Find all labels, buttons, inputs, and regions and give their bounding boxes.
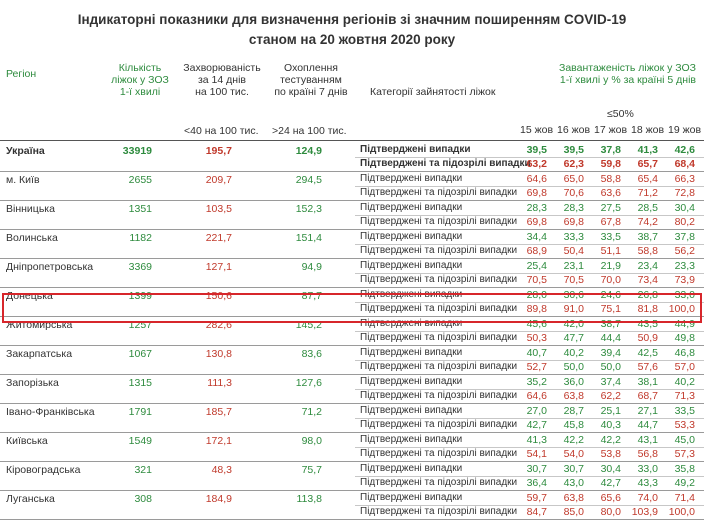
load-suspected-value: 72,8 <box>674 187 695 199</box>
load-threshold: ≤50% <box>607 108 634 120</box>
incidence-value: 103,5 <box>205 203 232 215</box>
category-confirmed-suspected: Підтверджені та підозрілі випадки <box>360 361 518 372</box>
load-suspected-value: 50,4 <box>563 245 584 257</box>
load-confirmed-value: 74,0 <box>637 492 658 504</box>
load-suspected-value: 67,8 <box>600 216 621 228</box>
load-confirmed-value: 37,8 <box>674 231 695 243</box>
load-suspected-value: 69,8 <box>563 216 584 228</box>
load-suspected-value: 68,4 <box>674 158 695 170</box>
header-beds-line-3: 1-ї хвилі <box>119 86 161 98</box>
header-region: Регіон <box>6 68 37 80</box>
load-suspected-value: 50,3 <box>526 332 547 344</box>
load-confirmed-value: 39,4 <box>600 347 621 359</box>
load-confirmed-value: 37,4 <box>600 376 621 388</box>
testing-threshold: >24 на 100 тис. <box>272 125 347 137</box>
load-confirmed-value: 38,1 <box>637 376 658 388</box>
load-suspected-value: 53,3 <box>674 419 695 431</box>
load-confirmed-value: 30,7 <box>526 463 547 475</box>
load-suspected-value: 57,0 <box>674 361 695 373</box>
load-confirmed-value: 42,5 <box>637 347 658 359</box>
load-confirmed-value: 38,7 <box>600 318 621 330</box>
load-suspected-value: 85,0 <box>563 506 584 518</box>
incidence-value: 48,3 <box>211 464 232 476</box>
load-confirmed-value: 38,7 <box>637 231 658 243</box>
load-confirmed-value: 35,8 <box>674 463 695 475</box>
testing-value: 294,5 <box>295 174 322 186</box>
category-confirmed: Підтверджені випадки <box>360 492 463 503</box>
header-beds-line-2: ліжок у ЗОЗ <box>111 74 169 86</box>
load-confirmed-value: 33,0 <box>674 289 695 301</box>
load-confirmed-value: 65,0 <box>563 173 584 185</box>
incidence-value: 184,9 <box>205 493 232 505</box>
category-confirmed-suspected: Підтверджені та підозрілі випадки <box>360 448 518 459</box>
load-suspected-value: 100,0 <box>668 506 695 518</box>
testing-value: 151,4 <box>295 232 322 244</box>
load-suspected-value: 80,0 <box>600 506 621 518</box>
load-suspected-value: 89,8 <box>526 303 547 315</box>
load-suspected-value: 63,8 <box>563 390 584 402</box>
sub-row-divider <box>355 244 704 245</box>
load-suspected-value: 91,0 <box>563 303 584 315</box>
load-suspected-value: 74,2 <box>637 216 658 228</box>
load-suspected-value: 59,8 <box>600 158 621 170</box>
load-suspected-value: 69,8 <box>526 187 547 199</box>
sub-row-divider <box>355 273 704 274</box>
beds-count: 321 <box>134 464 152 476</box>
load-confirmed-value: 40,2 <box>674 376 695 388</box>
beds-count: 1257 <box>128 319 152 331</box>
load-suspected-value: 84,7 <box>526 506 547 518</box>
load-suspected-value: 71,2 <box>637 187 658 199</box>
load-confirmed-value: 41,3 <box>637 144 658 156</box>
beds-count: 33919 <box>122 145 152 157</box>
beds-count: 2655 <box>128 174 152 186</box>
load-confirmed-value: 23,1 <box>563 260 584 272</box>
load-suspected-value: 54,0 <box>563 448 584 460</box>
testing-value: 124,9 <box>295 145 322 157</box>
testing-value: 145,2 <box>295 319 322 331</box>
date-col-3: 17 жов <box>594 124 628 136</box>
load-confirmed-value: 39,5 <box>563 144 584 156</box>
region-name: Закарпатська <box>6 348 73 360</box>
load-suspected-value: 49,8 <box>674 332 695 344</box>
load-suspected-value: 56,2 <box>674 245 695 257</box>
load-confirmed-value: 28,7 <box>563 405 584 417</box>
region-name: Кіровоградська <box>6 464 81 476</box>
load-suspected-value: 100,0 <box>668 303 695 315</box>
row-divider <box>0 519 704 520</box>
load-confirmed-value: 45,6 <box>526 318 547 330</box>
testing-value: 113,8 <box>296 493 322 505</box>
load-confirmed-value: 64,6 <box>526 173 547 185</box>
load-suspected-value: 80,2 <box>674 216 695 228</box>
testing-value: 127,6 <box>295 377 322 389</box>
load-suspected-value: 70,6 <box>563 187 584 199</box>
region-name: Запорізька <box>6 377 59 389</box>
load-suspected-value: 73,9 <box>674 274 695 286</box>
load-suspected-value: 42,7 <box>600 477 621 489</box>
load-confirmed-value: 41,3 <box>526 434 547 446</box>
testing-value: 83,6 <box>301 348 322 360</box>
load-suspected-value: 62,3 <box>563 158 584 170</box>
incidence-value: 111,3 <box>207 377 232 389</box>
category-confirmed: Підтверджені випадки <box>360 463 463 474</box>
load-suspected-value: 71,3 <box>674 390 695 402</box>
load-confirmed-value: 30,6 <box>563 289 584 301</box>
sub-row-divider <box>355 331 704 332</box>
load-suspected-value: 43,0 <box>563 477 584 489</box>
load-suspected-value: 63,2 <box>526 158 547 170</box>
category-confirmed: Підтверджені випадки <box>360 289 463 300</box>
category-confirmed: Підтверджені випадки <box>360 231 463 242</box>
load-suspected-value: 51,1 <box>600 245 621 257</box>
incidence-value: 130,8 <box>205 348 232 360</box>
load-suspected-value: 40,3 <box>600 419 621 431</box>
load-suspected-value: 52,7 <box>526 361 547 373</box>
header-testing <box>268 62 354 98</box>
region-name: Україна <box>6 145 45 157</box>
region-name: Луганська <box>6 493 55 505</box>
load-confirmed-value: 58,8 <box>600 173 621 185</box>
header-divider <box>0 140 704 141</box>
load-suspected-value: 70,0 <box>600 274 621 286</box>
category-confirmed-suspected: Підтверджені та підозрілі випадки <box>360 187 518 198</box>
testing-value: 87,7 <box>301 290 322 302</box>
title-line-1: Індикаторні показники для визначення регіонів зі значним поширенням COVID-19 <box>77 12 627 27</box>
load-confirmed-value: 46,8 <box>674 347 695 359</box>
header-incidence <box>176 62 268 98</box>
load-suspected-value: 45,8 <box>563 419 584 431</box>
load-confirmed-value: 27,1 <box>637 405 658 417</box>
load-confirmed-value: 33,3 <box>563 231 584 243</box>
load-confirmed-value: 43,1 <box>637 434 658 446</box>
date-col-5: 19 жов <box>668 124 702 136</box>
region-name: Івано-Франківська <box>6 406 95 418</box>
load-suspected-value: 50,9 <box>637 332 658 344</box>
testing-value: 71,2 <box>301 406 322 418</box>
category-confirmed: Підтверджені випадки <box>360 260 463 271</box>
load-suspected-value: 70,5 <box>526 274 547 286</box>
category-confirmed-suspected: Підтверджені та підозрілі випадки <box>360 506 518 517</box>
load-confirmed-value: 28,5 <box>637 202 658 214</box>
date-col-1: 15 жов <box>520 124 554 136</box>
beds-count: 1791 <box>128 406 152 418</box>
beds-count: 1351 <box>128 203 152 215</box>
load-confirmed-value: 25,4 <box>526 260 547 272</box>
load-confirmed-value: 36,0 <box>563 376 584 388</box>
load-suspected-value: 68,7 <box>637 390 658 402</box>
load-confirmed-value: 30,4 <box>600 463 621 475</box>
load-suspected-value: 103,9 <box>631 506 658 518</box>
category-confirmed-suspected: Підтверджені та підозрілі випадки <box>360 216 518 227</box>
load-confirmed-value: 27,0 <box>526 405 547 417</box>
header-beds-line-1: Кількість <box>118 62 162 74</box>
category-confirmed-suspected: Підтверджені та підозрілі випадки <box>360 477 518 488</box>
header-incidence-line-1: Захворюваність <box>183 62 261 74</box>
incidence-value: 209,7 <box>205 174 232 186</box>
load-suspected-value: 36,4 <box>526 477 547 489</box>
load-suspected-value: 73,4 <box>637 274 658 286</box>
header-incidence-line-3: на 100 тис. <box>195 86 249 98</box>
category-confirmed: Підтверджені випадки <box>360 405 463 416</box>
load-confirmed-value: 42,0 <box>563 318 584 330</box>
load-suspected-value: 62,2 <box>600 390 621 402</box>
load-suspected-value: 69,8 <box>526 216 547 228</box>
load-suspected-value: 44,4 <box>600 332 621 344</box>
load-confirmed-value: 59,7 <box>526 492 547 504</box>
load-confirmed-value: 28,0 <box>526 289 547 301</box>
sub-row-divider <box>355 186 704 187</box>
load-confirmed-value: 44,9 <box>674 318 695 330</box>
category-confirmed: Підтверджені випадки <box>360 144 471 155</box>
sub-row-divider <box>355 505 704 506</box>
incidence-value: 150,6 <box>205 290 232 302</box>
load-suspected-value: 47,7 <box>563 332 584 344</box>
incidence-value: 185,7 <box>205 406 232 418</box>
region-name: Київська <box>6 435 48 447</box>
load-suspected-value: 58,8 <box>637 245 658 257</box>
load-confirmed-value: 65,6 <box>600 492 621 504</box>
load-confirmed-value: 42,2 <box>563 434 584 446</box>
beds-count: 1182 <box>129 232 152 244</box>
load-suspected-value: 81,8 <box>637 303 658 315</box>
beds-count: 1549 <box>128 435 152 447</box>
title-line-2: станом на 20 жовтня 2020 року <box>248 32 456 47</box>
load-confirmed-value: 33,5 <box>674 405 695 417</box>
load-suspected-value: 50,0 <box>563 361 584 373</box>
category-confirmed: Підтверджені випадки <box>360 376 463 387</box>
category-confirmed: Підтверджені випадки <box>360 202 463 213</box>
testing-value: 75,7 <box>301 464 322 476</box>
load-suspected-value: 42,7 <box>526 419 547 431</box>
load-confirmed-value: 43,5 <box>637 318 658 330</box>
incidence-value: 172,1 <box>205 435 232 447</box>
region-name: м. Київ <box>6 174 40 186</box>
category-confirmed: Підтверджені випадки <box>360 347 463 358</box>
header-testing-line-1: Охоплення <box>284 62 338 74</box>
testing-value: 152,3 <box>295 203 322 215</box>
header-incidence-line-2: за 14 днів <box>197 74 246 86</box>
category-confirmed-suspected: Підтверджені та підозрілі випадки <box>360 390 518 401</box>
load-confirmed-value: 34,4 <box>526 231 547 243</box>
load-suspected-value: 57,6 <box>637 361 658 373</box>
load-confirmed-value: 71,4 <box>674 492 695 504</box>
load-confirmed-value: 65,4 <box>637 173 658 185</box>
load-confirmed-value: 27,5 <box>600 202 621 214</box>
load-confirmed-value: 28,3 <box>563 202 584 214</box>
load-suspected-value: 50,0 <box>600 361 621 373</box>
sub-row-divider <box>355 389 704 390</box>
load-suspected-value: 54,1 <box>526 448 547 460</box>
incidence-value: 195,7 <box>205 145 232 157</box>
category-confirmed: Підтверджені випадки <box>360 434 463 445</box>
region-name: Дніпропетровська <box>6 261 94 273</box>
header-beds <box>100 62 180 98</box>
beds-count: 1067 <box>128 348 152 360</box>
load-confirmed-value: 63,8 <box>563 492 584 504</box>
load-suspected-value: 65,7 <box>637 158 658 170</box>
load-confirmed-value: 45,0 <box>674 434 695 446</box>
header-category: Категорії зайнятості ліжок <box>370 86 496 98</box>
incidence-value: 282,6 <box>205 319 232 331</box>
category-confirmed-suspected: Підтверджені та підозрілі випадки <box>360 332 518 343</box>
load-confirmed-value: 30,4 <box>674 202 695 214</box>
incidence-value: 221,7 <box>205 232 232 244</box>
category-confirmed-suspected: Підтверджені та підозрілі випадки <box>360 274 518 285</box>
sub-row-divider <box>355 360 704 361</box>
load-confirmed-value: 40,7 <box>526 347 547 359</box>
category-confirmed-suspected: Підтверджені та підозрілі випадки <box>360 245 518 256</box>
load-suspected-value: 44,7 <box>637 419 658 431</box>
header-load-line-2: 1-ї хвилі у % за країні 5 днів <box>559 74 696 86</box>
load-confirmed-value: 37,8 <box>600 144 621 156</box>
header-load-line-1: Завантаженість ліжок у ЗОЗ <box>559 62 696 74</box>
load-suspected-value: 70,5 <box>563 274 584 286</box>
load-confirmed-value: 42,6 <box>674 144 695 156</box>
region-name: Вінницька <box>6 203 55 215</box>
load-suspected-value: 56,8 <box>637 448 658 460</box>
category-confirmed-suspected: Підтверджені та підозрілі випадки <box>360 303 518 314</box>
load-confirmed-value: 40,2 <box>563 347 584 359</box>
load-suspected-value: 49,2 <box>674 477 695 489</box>
incidence-value: 127,1 <box>205 261 232 273</box>
testing-value: 98,0 <box>301 435 322 447</box>
load-suspected-value: 75,1 <box>600 303 621 315</box>
category-confirmed-suspected: Підтверджені та підозрілі випадки <box>360 158 531 169</box>
page-title <box>0 10 704 50</box>
highlight-frame-donetska <box>2 293 702 323</box>
load-suspected-value: 57,3 <box>674 448 695 460</box>
load-suspected-value: 64,6 <box>526 390 547 402</box>
sub-row-divider <box>355 447 704 448</box>
region-name: Волинська <box>6 232 58 244</box>
beds-count: 3369 <box>128 261 152 273</box>
date-col-4: 18 жов <box>631 124 665 136</box>
load-suspected-value: 43,3 <box>637 477 658 489</box>
category-confirmed: Підтверджені випадки <box>360 173 463 184</box>
sub-row-divider <box>355 418 704 419</box>
load-suspected-value: 53,8 <box>600 448 621 460</box>
header-testing-line-3: по країні 7 днів <box>274 86 348 98</box>
load-confirmed-value: 66,3 <box>674 173 695 185</box>
beds-count: 1399 <box>128 290 152 302</box>
load-confirmed-value: 30,7 <box>563 463 584 475</box>
sub-row-divider <box>355 215 704 216</box>
load-confirmed-value: 39,5 <box>526 144 547 156</box>
beds-count: 308 <box>134 493 152 505</box>
load-confirmed-value: 21,9 <box>600 260 621 272</box>
load-confirmed-value: 24,6 <box>600 289 621 301</box>
testing-value: 94,9 <box>301 261 322 273</box>
load-suspected-value: 63,6 <box>600 187 621 199</box>
region-name: Житомирська <box>6 319 73 331</box>
region-name: Донецька <box>6 290 53 302</box>
sub-row-divider <box>355 476 704 477</box>
date-col-2: 16 жов <box>557 124 591 136</box>
load-confirmed-value: 35,2 <box>526 376 547 388</box>
load-confirmed-value: 26,8 <box>637 289 658 301</box>
load-suspected-value: 68,9 <box>526 245 547 257</box>
load-confirmed-value: 33,0 <box>637 463 658 475</box>
category-confirmed: Підтверджені випадки <box>360 318 463 329</box>
load-confirmed-value: 28,3 <box>526 202 547 214</box>
load-confirmed-value: 33,5 <box>600 231 621 243</box>
header-testing-line-2: тестуванням <box>280 74 342 86</box>
incidence-threshold: <40 на 100 тис. <box>184 125 259 137</box>
beds-count: 1315 <box>128 377 152 389</box>
load-confirmed-value: 25,1 <box>600 405 621 417</box>
load-confirmed-value: 23,3 <box>674 260 695 272</box>
load-confirmed-value: 23,4 <box>637 260 658 272</box>
header-load <box>490 62 696 86</box>
load-confirmed-value: 42,2 <box>600 434 621 446</box>
sub-row-divider <box>355 157 704 158</box>
category-confirmed-suspected: Підтверджені та підозрілі випадки <box>360 419 518 430</box>
